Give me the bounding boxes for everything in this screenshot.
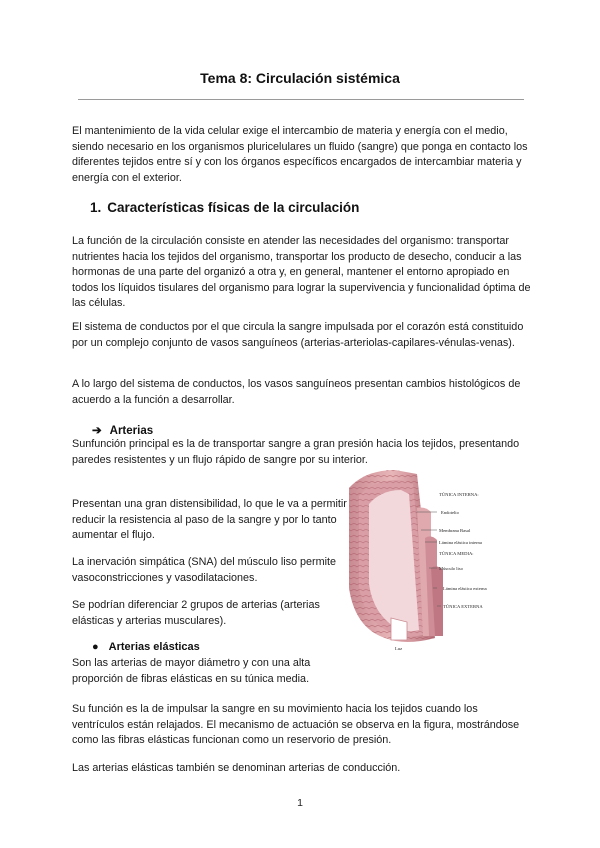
elasticas-function-paragraph: Su función es la de impulsar la sangre en su movimiento hacia los tejidos cuando los ventrículos están relajados. El mecanismo de actuación se observa en la figura, mostrándose como las fibras elásticas funcionan como un reservorio de presión. <box>72 703 520 746</box>
artery-wall-figure <box>345 468 530 658</box>
label-tunica-interna: TÚNICA INTERNA: <box>439 492 479 497</box>
bullet-icon: ● <box>92 641 99 653</box>
histology-paragraph: A lo largo del sistema de conductos, los vasos sanguíneos presentan cambios histológicos de acuerdo a la función a desarrollar. <box>72 378 521 406</box>
label-tunica-externa: TÚNICA EXTERNA <box>443 604 483 609</box>
label-luz: Luz <box>395 646 403 651</box>
label-lamina-elastica-interna: Lámina elástica interna <box>439 540 482 545</box>
arterias-heading <box>92 423 153 437</box>
section-heading-1 <box>90 200 359 215</box>
label-lamina-elastica-externa: Lámina elástica externa <box>443 586 487 591</box>
arterias-function-paragraph <box>72 437 527 468</box>
arrow-icon: ➔ <box>92 425 102 437</box>
elasticas-conduction-paragraph: Las arterias elásticas también se denominan arterias de conducción. <box>72 762 401 774</box>
label-membrana-basal: Membrana Basal <box>439 528 471 533</box>
label-tunica-media: TÚNICA MEDIA: <box>439 551 474 556</box>
label-endotelio: Endotelio <box>441 510 459 515</box>
title-divider <box>78 99 524 100</box>
circulation-function-paragraph: La función de la circulación consiste en atender las necesidades del organismo: transportar nutrientes hacia los tejidos del organismo, transportar los producto de desecho, conducir a las hormonas de una parte del organizó a otra y, en general, mantener el entorno apropiado en todos los líquidos tisulares del organismo para lograr la supervivencia y funcionalidad óptima de las células. <box>72 235 531 309</box>
intro-paragraph: El mantenimiento de la vida celular exige el intercambio de materia y energía con el medio, siendo necesario en los organismos pluricelulares un fluido (sangre) que ponga en contacto los diferentes tejidos entre sí y con los órganos específicos encargados de intercambiar materia y energía con el exterior. <box>72 125 528 184</box>
arterias-elasticas-title: Arterias elásticas <box>108 641 200 653</box>
conduit-system-paragraph: El sistema de conductos por el que circula la sangre impulsada por el corazón está constituido por un complejo conjunto de vasos sanguíneos (arterias-arteriolas-capilares-vénulas-venas). <box>72 321 524 349</box>
page-number: 1 <box>297 797 303 809</box>
arterias-elasticas-heading <box>92 641 200 653</box>
label-musculo-liso: Músculo liso <box>439 566 463 571</box>
section-number: 1. <box>90 200 102 215</box>
arterias-title: Arterias <box>109 425 154 437</box>
innervation-paragraph: La inervación simpática (SNA) del músculo liso permite vasoconstricciones y vasodilataciones. <box>72 556 337 584</box>
distensibility-paragraph: Presentan una gran distensibilidad, lo que le va a permitir reducir la resistencia al paso de la sangre y por lo tanto aumentar el flujo. <box>72 498 347 541</box>
artery-groups-paragraph: Se podrían diferenciar 2 grupos de arterias (arterias elásticas y arterias musculares). <box>72 599 320 627</box>
section-title: Características físicas de la circulación <box>107 200 360 215</box>
page-title: Tema 8: Circulación sistémica <box>200 70 400 86</box>
arterias-function-text: Sunfunción principal es la de transportar sangre a gran presión hacia los tejidos, presentando paredes resistentes y un flujo rápido de sangre por su interior. <box>72 438 520 466</box>
elasticas-definition-paragraph: Son las arterias de mayor diámetro y con una alta proporción de fibras elásticas en su túnica media. <box>72 657 311 685</box>
